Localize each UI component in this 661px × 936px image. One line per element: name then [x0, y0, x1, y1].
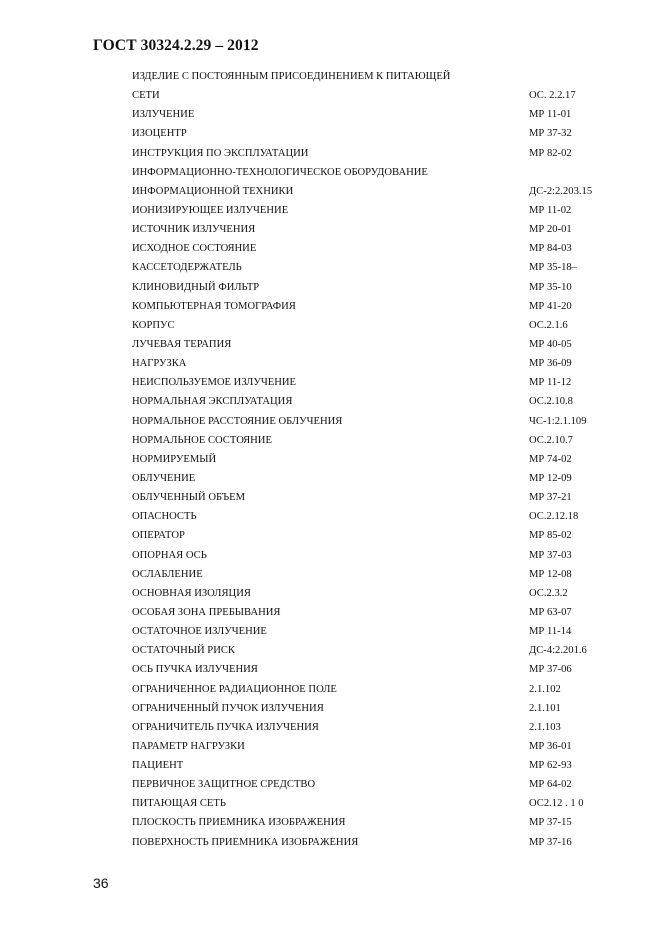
index-entry: [132, 258, 612, 277]
index-entry: [132, 488, 612, 507]
entry-term: ОГРАНИЧЕННОЕ РАДИАЦИОННОЕ ПОЛЕ: [132, 683, 337, 695]
entry-term: ИЗОЦЕНТР: [132, 128, 187, 140]
entry-reference: МР 12-08: [529, 568, 572, 580]
index-entry: [132, 278, 612, 297]
entry-term: НАГРУЗКА: [132, 358, 187, 370]
entry-reference: МР 11-01: [529, 109, 572, 121]
index-entry: [132, 680, 612, 699]
entry-term: КОМПЬЮТЕРНАЯ ТОМОГРАФИЯ: [132, 300, 296, 312]
entry-term: КАССЕТОДЕРЖАТЕЛЬ: [132, 262, 242, 274]
index-entry: [132, 67, 612, 86]
index-entry: [132, 392, 612, 411]
index-entry: [132, 412, 612, 431]
entry-term: ИЗДЕЛИЕ С ПОСТОЯННЫМ ПРИСОЕДИНЕНИЕМ К ПИТАЮЩЕЙ: [132, 71, 451, 82]
index-entry: [132, 526, 612, 545]
index-entry: [132, 316, 612, 335]
entry-reference: 2.1.102: [529, 683, 561, 695]
index-entry: [132, 105, 612, 124]
index-entry: [132, 297, 612, 316]
index-entry: [132, 622, 612, 641]
entry-term: НОРМИРУЕМЫЙ: [132, 453, 217, 465]
index-entry: [132, 833, 612, 852]
index-entry: [132, 201, 612, 220]
entry-term: ОПАСНОСТЬ: [132, 511, 197, 523]
entry-reference: МР 37-32: [529, 128, 572, 140]
entry-term: НОРМАЛЬНАЯ ЭКСПЛУАТАЦИЯ: [132, 396, 293, 408]
entry-reference: ОС.2.10.7: [529, 434, 573, 446]
entry-term: ОСНОВНАЯ ИЗОЛЯЦИЯ: [132, 587, 251, 599]
entry-reference: ОС.2.10.8: [529, 396, 573, 408]
index-entry: [132, 718, 612, 737]
index-entry: [132, 794, 612, 813]
index-entry: [132, 431, 612, 450]
entry-term: КОРПУС: [132, 319, 175, 331]
entry-reference: МР 64-02: [529, 779, 572, 791]
index-entry: [132, 603, 612, 622]
index-entry: [132, 354, 612, 373]
index-entry: [132, 813, 612, 832]
entry-term: ПАЦИЕНТ: [132, 760, 184, 772]
index-entry: [132, 220, 612, 239]
entry-term: ИСТОЧНИК ИЗЛУЧЕНИЯ: [132, 224, 256, 236]
index-entry: [132, 163, 612, 182]
index-entry: [132, 335, 612, 354]
entry-term: ОБЛУЧЕНИЕ: [132, 472, 196, 484]
entry-reference: ОС.2.1.6: [529, 319, 568, 331]
term-index-list: [132, 67, 612, 852]
index-entry: [132, 239, 612, 258]
entry-term: ОСТАТОЧНЫЙ РИСК: [132, 645, 235, 657]
entry-reference: ОС. 2.2.17: [529, 90, 576, 102]
entry-term: ОГРАНИЧИТЕЛЬ ПУЧКА ИЗЛУЧЕНИЯ: [132, 721, 319, 733]
entry-term: ПЕРВИЧНОЕ ЗАЩИТНОЕ СРЕДСТВО: [132, 779, 316, 791]
index-entry: [132, 737, 612, 756]
index-entry: [132, 660, 612, 679]
entry-term: ИНФОРМАЦИОННО-ТЕХНОЛОГИЧЕСКОЕ ОБОРУДОВАНИЕ: [132, 166, 428, 178]
index-entry: [132, 450, 612, 469]
entry-reference: МР 37-06: [529, 664, 572, 676]
entry-reference: ОС2.12 . 1 0: [529, 798, 584, 810]
entry-reference: МР 63-07: [529, 606, 572, 618]
entry-reference: ДС-4:2.201.6: [529, 645, 587, 657]
entry-reference: ОС.2.12.18: [529, 511, 579, 523]
entry-term: ИОНИЗИРУЮЩЕЕ ИЗЛУЧЕНИЕ: [132, 204, 289, 216]
entry-term: ОСОБАЯ ЗОНА ПРЕБЫВАНИЯ: [132, 606, 281, 618]
entry-term: ОБЛУЧЕННЫЙ ОБЪЕМ: [132, 492, 246, 504]
entry-term: ПИТАЮЩАЯ СЕТЬ: [132, 798, 226, 810]
entry-reference: МР 35-10: [529, 281, 572, 293]
entry-reference: МР 62-93: [529, 760, 572, 772]
entry-term: ОСЬ ПУЧКА ИЗЛУЧЕНИЯ: [132, 664, 258, 676]
index-entry: [132, 182, 612, 201]
entry-reference: МР 11-12: [529, 377, 572, 389]
entry-term: ПОВЕРХНОСТЬ ПРИЕМНИКА ИЗОБРАЖЕНИЯ: [132, 836, 359, 848]
entry-reference: МР 20-01: [529, 224, 572, 236]
entry-reference: МР 85-02: [529, 530, 572, 542]
entry-reference: МР 36-01: [529, 740, 572, 752]
entry-reference: МР 36-09: [529, 358, 572, 370]
entry-term: ОПОРНАЯ ОСЬ: [132, 549, 207, 561]
entry-reference: ОС.2.3.2: [529, 587, 568, 599]
index-entry: [132, 469, 612, 488]
entry-term: НОРМАЛЬНОЕ РАССТОЯНИЕ ОБЛУЧЕНИЯ: [132, 415, 343, 427]
entry-term: НОРМАЛЬНОЕ СОСТОЯНИЕ: [132, 434, 272, 446]
entry-reference: МР 35-18–: [529, 262, 577, 274]
entry-reference: МР 84-03: [529, 243, 572, 255]
entry-reference: МР 37-16: [529, 836, 572, 848]
index-entry: [132, 756, 612, 775]
page-number: 36: [93, 875, 109, 891]
entry-term: ИЗЛУЧЕНИЕ: [132, 109, 195, 121]
entry-reference: МР 37-21: [529, 492, 572, 504]
entry-term: ПАРАМЕТР НАГРУЗКИ: [132, 740, 245, 752]
entry-reference: МР 82-02: [529, 147, 572, 159]
entry-term: КЛИНОВИДНЫЙ ФИЛЬТР: [132, 281, 260, 293]
index-entry: [132, 641, 612, 660]
index-entry: [132, 507, 612, 526]
entry-reference: МР 37-15: [529, 817, 572, 829]
entry-reference: 2.1.103: [529, 721, 561, 733]
entry-term: ОГРАНИЧЕННЫЙ ПУЧОК ИЗЛУЧЕНИЯ: [132, 702, 324, 714]
index-entry: [132, 546, 612, 565]
entry-term: ИНФОРМАЦИОННОЙ ТЕХНИКИ: [132, 185, 294, 197]
entry-reference: ЧС-1:2.1.109: [529, 415, 587, 427]
entry-term: СЕТИ: [132, 90, 160, 102]
entry-term: ПЛОСКОСТЬ ПРИЕМНИКА ИЗОБРАЖЕНИЯ: [132, 817, 346, 829]
entry-term: ИНСТРУКЦИЯ ПО ЭКСПЛУАТАЦИИ: [132, 147, 309, 159]
entry-term: ЛУЧЕВАЯ ТЕРАПИЯ: [132, 338, 232, 350]
entry-reference: МР 74-02: [529, 453, 572, 465]
entry-reference: МР 12-09: [529, 472, 572, 484]
entry-term: ОПЕРАТОР: [132, 530, 185, 542]
entry-reference: МР 11-14: [529, 626, 572, 638]
entry-reference: МР 37-03: [529, 549, 572, 561]
entry-reference: МР 40-05: [529, 338, 572, 350]
entry-term: ИСХОДНОЕ СОСТОЯНИЕ: [132, 243, 257, 255]
index-entry: [132, 584, 612, 603]
index-entry: [132, 373, 612, 392]
entry-term: НЕИСПОЛЬЗУЕМОЕ ИЗЛУЧЕНИЕ: [132, 377, 296, 389]
index-entry: [132, 775, 612, 794]
entry-term: ОСТАТОЧНОЕ ИЗЛУЧЕНИЕ: [132, 626, 267, 638]
entry-reference: МР 11-02: [529, 204, 572, 216]
index-entry: [132, 144, 612, 163]
index-entry: [132, 699, 612, 718]
index-entry: [132, 86, 612, 105]
entry-reference: 2.1.101: [529, 702, 561, 714]
entry-reference: МР 41-20: [529, 300, 572, 312]
entry-term: ОСЛАБЛЕНИЕ: [132, 568, 203, 580]
index-entry: [132, 124, 612, 143]
document-header: ГОСТ 30324.2.29 – 2012: [93, 37, 259, 54]
index-entry: [132, 565, 612, 584]
entry-reference: ДС-2:2.203.15: [529, 185, 593, 197]
